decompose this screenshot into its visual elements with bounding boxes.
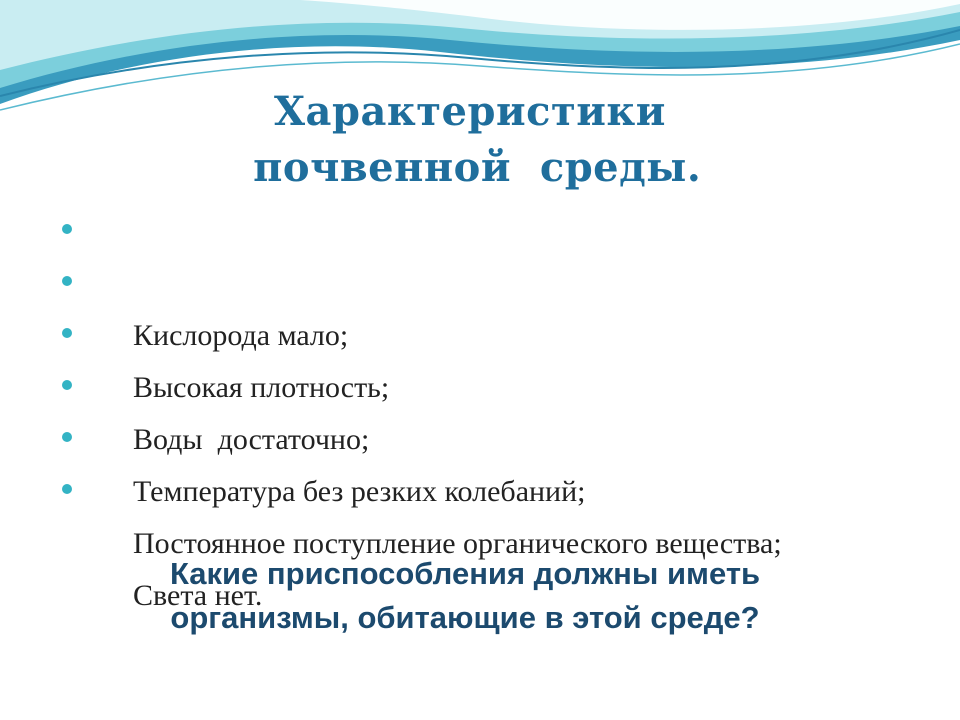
bullet-dot-icon xyxy=(62,276,72,286)
question-line-1: Какие приспособления должны иметь xyxy=(169,556,761,591)
bullet-dot-icon xyxy=(62,328,72,338)
slide-title-line-2: почвенной среды. xyxy=(238,144,702,191)
question-text xyxy=(60,552,870,640)
bullet-text: Высокая плотность; xyxy=(133,371,390,404)
bullet-dot-icon xyxy=(62,484,72,494)
bullet-text: Температура без резких колебаний; xyxy=(133,475,586,508)
bullet-item xyxy=(62,206,782,352)
bullet-dot-icon xyxy=(62,380,72,390)
bullet-dot-icon xyxy=(62,224,72,234)
bullet-text: Постоянное поступление органического вещества; xyxy=(133,527,782,560)
slide-title-line-1: Характеристики xyxy=(274,88,666,135)
question-line-2: организмы, обитающие в этой среде? xyxy=(170,600,760,635)
bullet-text: Воды достаточно; xyxy=(133,423,370,456)
bullet-text: Света нет. xyxy=(133,579,263,612)
slide-title xyxy=(150,84,790,196)
bullet-dot-icon xyxy=(62,432,72,442)
bullet-text: Кислорода мало; xyxy=(133,319,349,352)
